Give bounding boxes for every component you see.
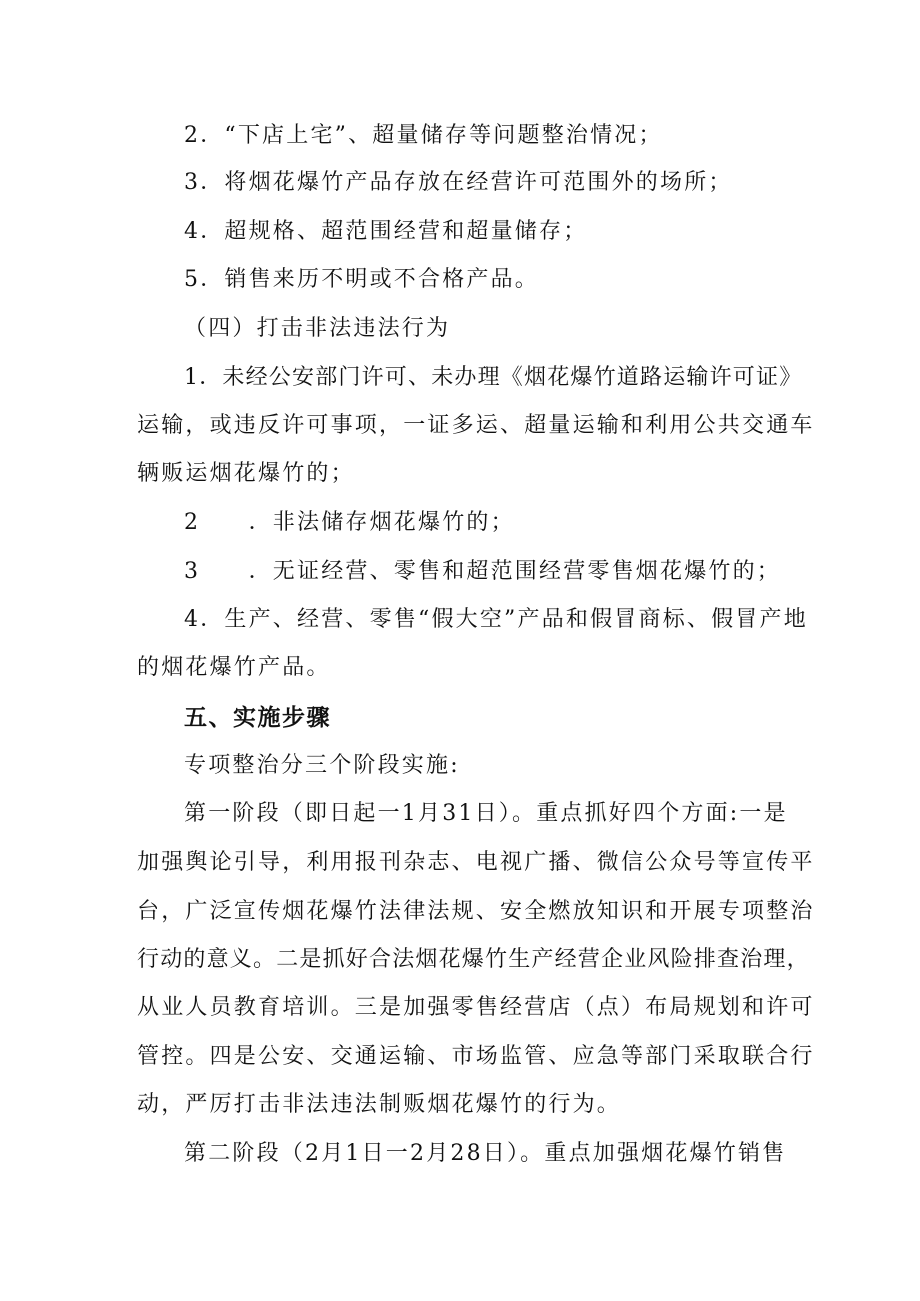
text-line-illegal-1c: 辆贩运烟花爆竹的；	[137, 461, 355, 486]
text-line-item-3: 3．将烟花爆竹产品存放在经营许可范围外的场所；	[184, 170, 733, 195]
text-line-stage1-b: 加强舆论引导，利用报刊杂志、电视广播、微信公众号等宣传平	[137, 850, 815, 875]
section-heading-five: 五、实施步骤	[184, 705, 331, 731]
text-line-illegal-3: 3 ．无证经营、零售和超范围经营零售烟花爆竹的；	[184, 559, 781, 584]
text-line-illegal-2: 2 ．非法储存烟花爆竹的；	[184, 510, 515, 535]
text-line-stage1-a: 第一阶段（即日起一1月31日）。重点抓好四个方面:一是	[184, 801, 788, 826]
text-line-illegal-4a: 4．生产、经营、零售“假大空”产品和假冒商标、假冒产地	[184, 607, 808, 632]
text-line-stage1-f: 管控。四是公安、交通运输、市场监管、应急等部门采取联合行	[137, 1044, 815, 1069]
text-line-stage2-a: 第二阶段（2月1日一2月28日）。重点加强烟花爆竹销售	[184, 1141, 787, 1166]
text-line-illegal-1a: 1．未经公安部门许可、未办理《烟花爆竹道路运输许可证》	[184, 365, 803, 390]
text-line-stage1-d: 行动的意义。二是抓好合法烟花爆竹生产经营企业风险排查治理，	[137, 947, 810, 972]
text-line-illegal-4b: 的烟花爆竹产品。	[137, 655, 331, 680]
text-line-illegal-1b: 运输，或违反许可事项，一证多运、超量运输和利用公共交通车	[137, 413, 815, 438]
text-line-stage1-e: 从业人员教育培训。三是加强零售经营店（点）布局规划和许可	[137, 995, 815, 1020]
text-line-stage1-c: 台，广泛宣传烟花爆竹法律法规、安全燃放知识和开展专项整治	[137, 899, 815, 924]
text-line-item-5: 5．销售来历不明或不合格产品。	[184, 267, 539, 292]
text-line-item-2: 2．“下店上宅”、超量储存等问题整治情况；	[184, 123, 663, 148]
section-subheading-four: （四）打击非法违法行为	[184, 316, 451, 341]
text-line-item-4: 4．超规格、超范围经营和超量储存；	[184, 219, 588, 244]
text-line-stage1-g: 动，严厉打击非法违法制贩烟花爆竹的行为。	[137, 1092, 622, 1117]
text-line-stages-intro: 专项整治分三个阶段实施:	[184, 753, 460, 778]
